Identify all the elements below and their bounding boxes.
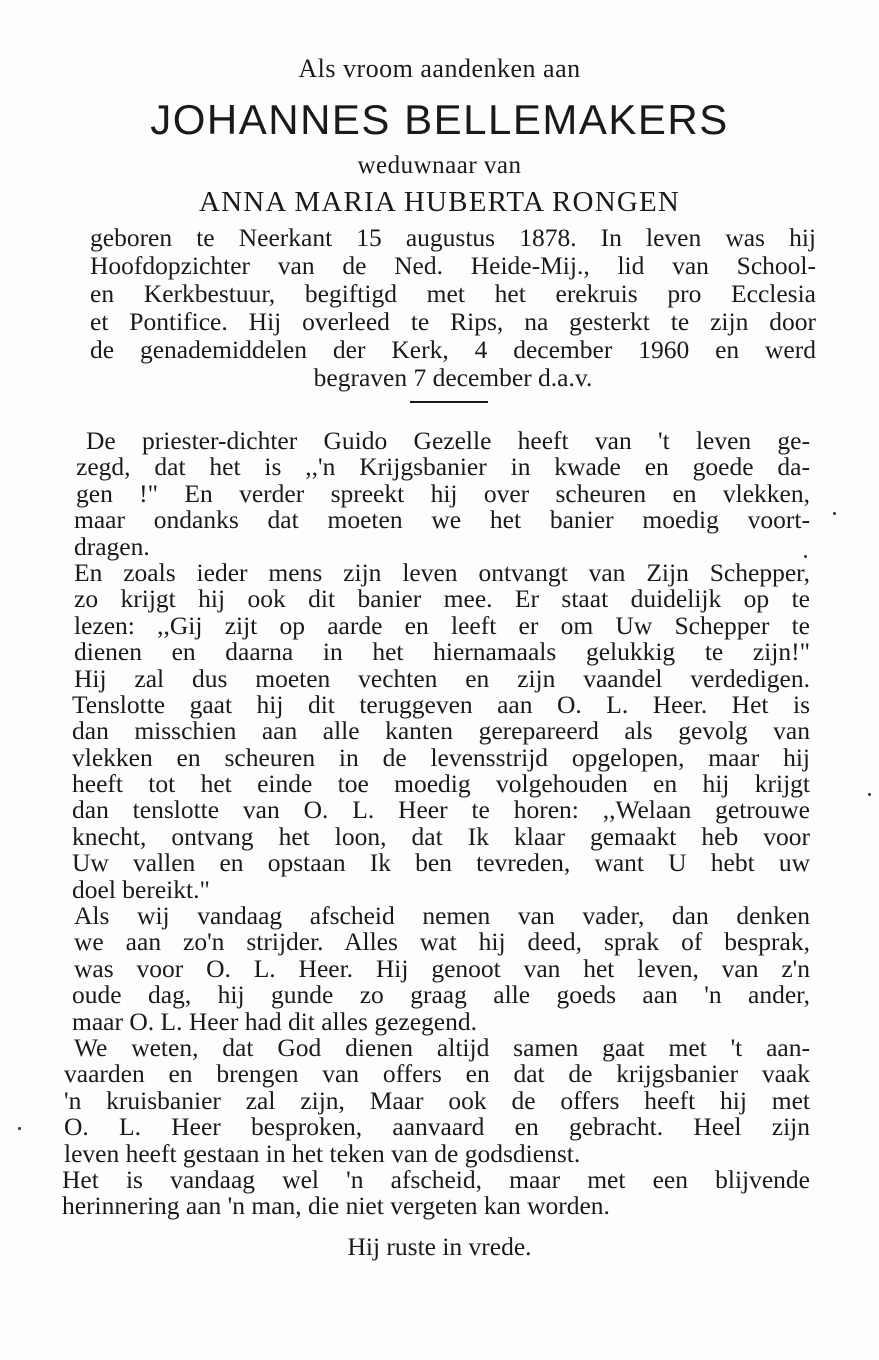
biography-line: et Pontifice. Hij overleed te Rips, na gesterkt te zijn door xyxy=(90,307,816,336)
reflection-line: dan misschien aan alle kanten gerepareerd als gevolg van xyxy=(72,716,810,746)
reflection-line: maar ondanks dat moeten we het banier moedig voort- xyxy=(74,505,810,535)
reflection-line: herinnering aan 'n man, die niet vergeten kan worden. xyxy=(62,1191,610,1221)
print-speck xyxy=(833,512,836,515)
biography xyxy=(90,224,816,392)
reflection-line: dan tenslotte van O. L. Heer te horen: ,,Welaan getrouwe xyxy=(72,795,810,825)
biography-line: begraven 7 december d.a.v. xyxy=(313,363,593,392)
reflection-line: gen !" En verder spreekt hij over scheuren en vlekken, xyxy=(76,478,810,508)
reflection-line: Het is vandaag wel 'n afscheid, maar met een blijvende xyxy=(62,1164,810,1194)
reflection-line: heeft tot het einde toe moedig volgehouden en hij krijgt xyxy=(72,769,810,799)
reflection-line: 'n kruisbanier zal zijn, Maar ook de offers heeft hij met xyxy=(64,1085,810,1115)
print-speck xyxy=(804,555,807,558)
reflection-line: dragen. xyxy=(74,531,150,561)
reflection-line: O. L. Heer besproken, aanvaard en gebracht. Heel zijn xyxy=(64,1112,810,1142)
divider xyxy=(410,401,488,403)
reflection-line: we aan zo'n strijder. Alles wat hij deed, sprak of besprak, xyxy=(74,927,810,957)
reflection-line: zo krijgt hij ook dit banier mee. Er staat duidelijk op te xyxy=(74,584,810,614)
reflection-line: knecht, ontvang het loon, dat Ik klaar gemaakt heb voor xyxy=(72,821,810,851)
closing-text: Hij ruste in vrede. xyxy=(347,1232,532,1261)
deceased-name: JOHANNES BELLEMAKERS xyxy=(150,96,729,143)
reflection-line: Tenslotte gaat hij dit teruggeven aan O. L. Heer. Het is xyxy=(72,689,810,719)
biography-line: de genademiddelen der Kerk, 4 december 1960 en werd xyxy=(90,335,816,364)
print-speck xyxy=(868,793,871,796)
reflection-line: oude dag, hij gunde zo graag alle goeds aan 'n ander, xyxy=(72,980,810,1010)
reflection-line: vaarden en brengen van offers en dat de krijgsbanier vaak xyxy=(64,1059,810,1089)
reflection-line: Als wij vandaag afscheid nemen van vader, dan denken xyxy=(74,901,810,931)
reflection-line: Hij zal dus moeten vechten en zijn vaandel verdedigen. xyxy=(74,663,810,693)
biography-line: en Kerkbestuur, begiftigd met het erekruis pro Ecclesia xyxy=(90,279,816,308)
reflection-line: was voor O. L. Heer. Hij genoot van het leven, van z'n xyxy=(74,953,810,983)
print-speck xyxy=(18,1127,21,1130)
biography-line: Hoofdopzichter van de Ned. Heide-Mij., lid van School- xyxy=(90,251,816,280)
reflection-line: zegd, dat het is ,,'n Krijgsbanier in kwade en goede da- xyxy=(76,452,810,482)
reflection-line: We weten, dat God dienen altijd samen gaat met 't aan- xyxy=(74,1032,810,1062)
intro-text: Als vroom aandenken aan xyxy=(298,54,581,83)
widower-text: weduwnaar van xyxy=(357,152,522,179)
reflection-line: maar O. L. Heer had dit alles gezegend. xyxy=(72,1006,477,1036)
reflection-line: lezen: ,,Gij zijt op aarde en leeft er om Uw Schepper te xyxy=(74,610,810,640)
spouse-name: ANNA MARIA HUBERTA RONGEN xyxy=(198,186,681,218)
reflection-line: Uw vallen en opstaan Ik ben tevreden, want U hebt uw xyxy=(72,848,810,878)
reflection-text xyxy=(62,428,810,1220)
reflection-line: vlekken en scheuren in de levensstrijd opgelopen, maar hij xyxy=(72,742,810,772)
reflection-line: En zoals ieder mens zijn leven ontvangt van Zijn Schepper, xyxy=(74,557,810,587)
reflection-line: De priester-dichter Guido Gezelle heeft van 't leven ge- xyxy=(86,426,810,455)
reflection-line: leven heeft gestaan in het teken van de godsdienst. xyxy=(64,1138,581,1168)
reflection-line: dienen en daarna in het hiernamaals gelukkig te zijn!" xyxy=(74,637,810,667)
biography-line: geboren te Neerkant 15 augustus 1878. In leven was hij xyxy=(90,223,816,252)
reflection-line: doel bereikt." xyxy=(72,874,210,904)
